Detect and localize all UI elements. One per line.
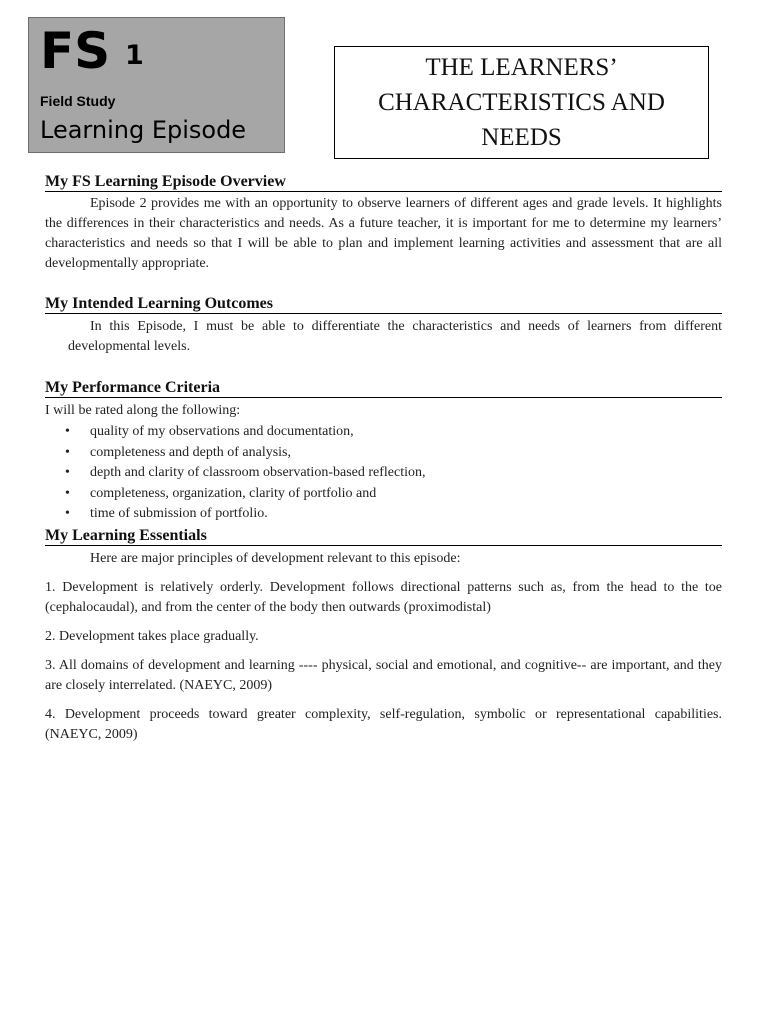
bullet-icon: • (65, 506, 70, 521)
principle-1: 1. Development is relatively orderly. Development follows directional patterns such as, from the head to the toe (cephalocaudal), and from the center of the body then outwards (proximodistal) (45, 580, 722, 615)
criteria-intro: I will be rated along the following: (45, 403, 241, 418)
fs-number: 1 (125, 40, 144, 71)
field-study-label: Field Study (40, 93, 116, 109)
bullet-icon: • (65, 444, 70, 460)
learning-episode-label: Learning Episode (40, 116, 247, 144)
list-item: • completeness and depth of analysis, (45, 443, 695, 464)
episode-title-box (334, 46, 709, 159)
list-item: • completeness, organization, clarity of portfolio and (45, 484, 695, 505)
list-item: • depth and clarity of classroom observation-based reflection, (45, 463, 695, 484)
principle-3: 3. All domains of development and learning ---- physical, social and emotional, and cognitive-- are important, and they are closely interrelated. (NAEYC, 2009) (45, 658, 722, 693)
list-item: • quality of my observations and documentation, (45, 422, 695, 443)
essentials-intro: Here are major principles of development relevant to this episode: (90, 551, 461, 566)
principle-2: 2. Development takes place gradually. (45, 629, 259, 644)
bullet-icon: • (65, 465, 70, 480)
episode-title: THE LEARNERS’ CHARACTERISTICS AND NEEDS (378, 54, 665, 151)
outcomes-heading: My Intended Learning Outcomes (45, 294, 722, 314)
bullet-icon: • (65, 424, 70, 439)
essentials-heading: My Learning Essentials (45, 526, 722, 546)
field-study-badge (28, 17, 285, 153)
criteria-list (45, 422, 695, 525)
overview-text: Episode 2 provides me with an opportunity to observe learners of different ages and grade levels. It highlights the differences in their characteristics and needs. As a future teacher, it is important for me to determine my learners’ characteristics and needs so that I will be able to plan and implement learning activities and assessment that are all developmentally appropriate. (45, 196, 722, 271)
principle-4: 4. Development proceeds toward greater complexity, self-regulation, symbolic or representational capabilities. (NAEYC, 2009) (45, 707, 722, 742)
list-item: • time of submission of portfolio. (45, 504, 695, 525)
fs-label: FS (40, 22, 111, 80)
outcomes-text: In this Episode, I must be able to differentiate the characteristics and needs of learners from different developmental levels. (68, 319, 722, 354)
bullet-icon: • (65, 485, 70, 501)
overview-heading: My FS Learning Episode Overview (45, 172, 722, 192)
criteria-heading: My Performance Criteria (45, 378, 722, 398)
